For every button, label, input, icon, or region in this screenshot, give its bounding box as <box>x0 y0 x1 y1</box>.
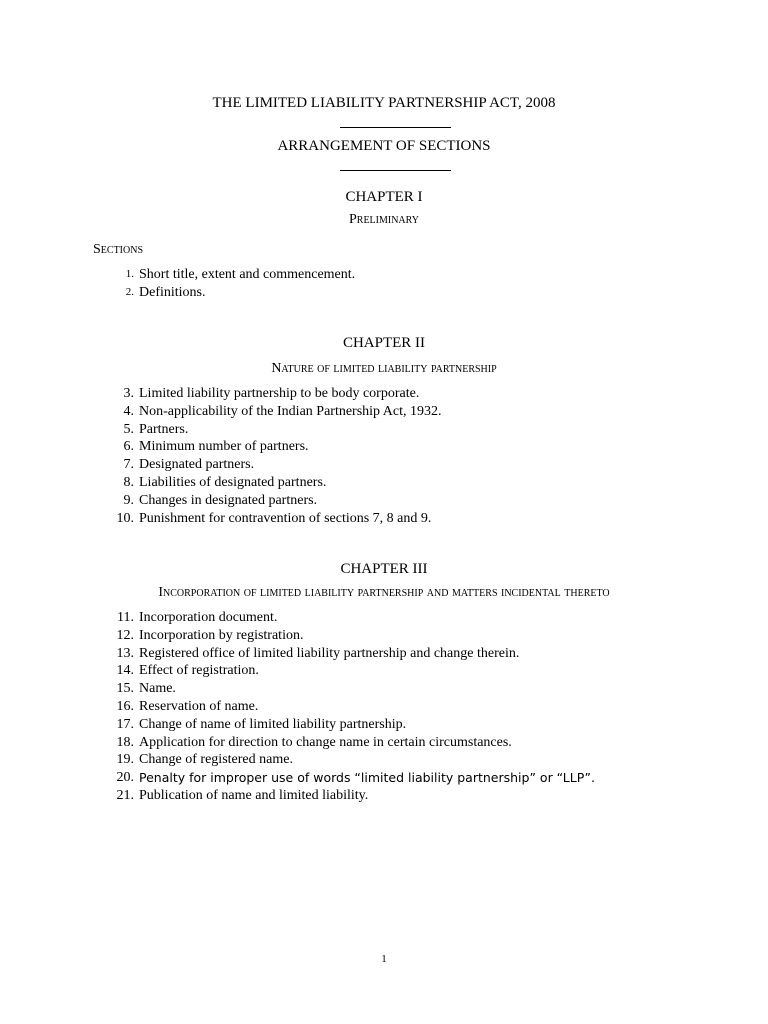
section-number: 12. <box>116 627 134 643</box>
section-number: 18. <box>116 734 134 750</box>
section-title: Changes in designated partners. <box>139 492 318 508</box>
section-number: 19. <box>116 752 134 768</box>
section-title: Incorporation by registration. <box>139 627 304 643</box>
section-number: 21. <box>116 787 134 803</box>
section-title: Effect of registration. <box>139 663 259 679</box>
chapter-1-heading: CHAPTER I <box>345 189 423 205</box>
arrangement-heading: ARRANGEMENT OF SECTIONS <box>277 138 491 154</box>
section-title: Change of registered name. <box>139 752 293 768</box>
section-number: 17. <box>116 716 134 732</box>
section-number: 14. <box>116 663 134 679</box>
section-title: Reservation of name. <box>139 698 259 714</box>
section-number: 15. <box>116 681 134 697</box>
section-title: Punishment for contravention of sections 7, 8 and 9. <box>139 510 432 526</box>
chapter-1-subtitle: Preliminary <box>348 212 419 227</box>
chapter-2-heading: CHAPTER II <box>342 335 426 351</box>
act-title: THE LIMITED LIABILITY PARTNERSHIP ACT, 2008 <box>212 95 556 111</box>
section-title: Non-applicability of the Indian Partnership Act, 1932. <box>139 403 442 419</box>
section-number: 5. <box>123 421 134 437</box>
title-divider <box>340 127 451 128</box>
section-title: Definitions. <box>139 284 206 300</box>
section-title: Liabilities of designated partners. <box>139 474 327 490</box>
section-title: Minimum number of partners. <box>139 439 309 455</box>
section-title: Incorporation document. <box>139 610 278 625</box>
section-title: Name. <box>139 681 176 697</box>
section-number: 20. <box>116 770 134 786</box>
chapter-3-subtitle: Incorporation of limited liability partnership and matters incidental thereto <box>158 585 610 600</box>
chapter-2-subtitle: Nature of limited liability partnership <box>271 361 497 376</box>
section-title: Publication of name and limited liability. <box>139 787 369 803</box>
section-number: 1. <box>125 268 134 280</box>
section-number: 2. <box>125 285 134 298</box>
chapter-3-heading: CHAPTER III <box>340 561 428 577</box>
section-number: 8. <box>123 474 134 490</box>
section-title: Short title, extent and commencement. <box>139 267 356 282</box>
section-number: 4. <box>123 403 134 419</box>
section-title: Change of name of limited liability partnership. <box>139 716 407 732</box>
section-number: 16. <box>116 698 134 714</box>
section-title: Application for direction to change name in certain circumstances. <box>139 734 512 750</box>
section-number: 13. <box>116 645 134 661</box>
page-number: 1 <box>381 953 387 965</box>
section-number: 9. <box>123 492 134 508</box>
section-title: Designated partners. <box>139 457 255 473</box>
section-number: 10. <box>116 510 134 526</box>
section-title: Limited liability partnership to be body corporate. <box>139 386 420 401</box>
sections-label: Sections <box>93 242 144 257</box>
section-number: 6. <box>123 439 134 455</box>
section-number: 7. <box>123 457 134 473</box>
section-number: 3. <box>123 386 134 401</box>
section-title: Registered office of limited liability partnership and change therein. <box>139 645 520 661</box>
section-title: Penalty for improper use of words “limited liability partnership” or “LLP”. <box>139 770 595 786</box>
section-number: 11. <box>117 610 134 625</box>
section-title: Partners. <box>139 421 189 437</box>
arrangement-divider <box>340 170 451 171</box>
